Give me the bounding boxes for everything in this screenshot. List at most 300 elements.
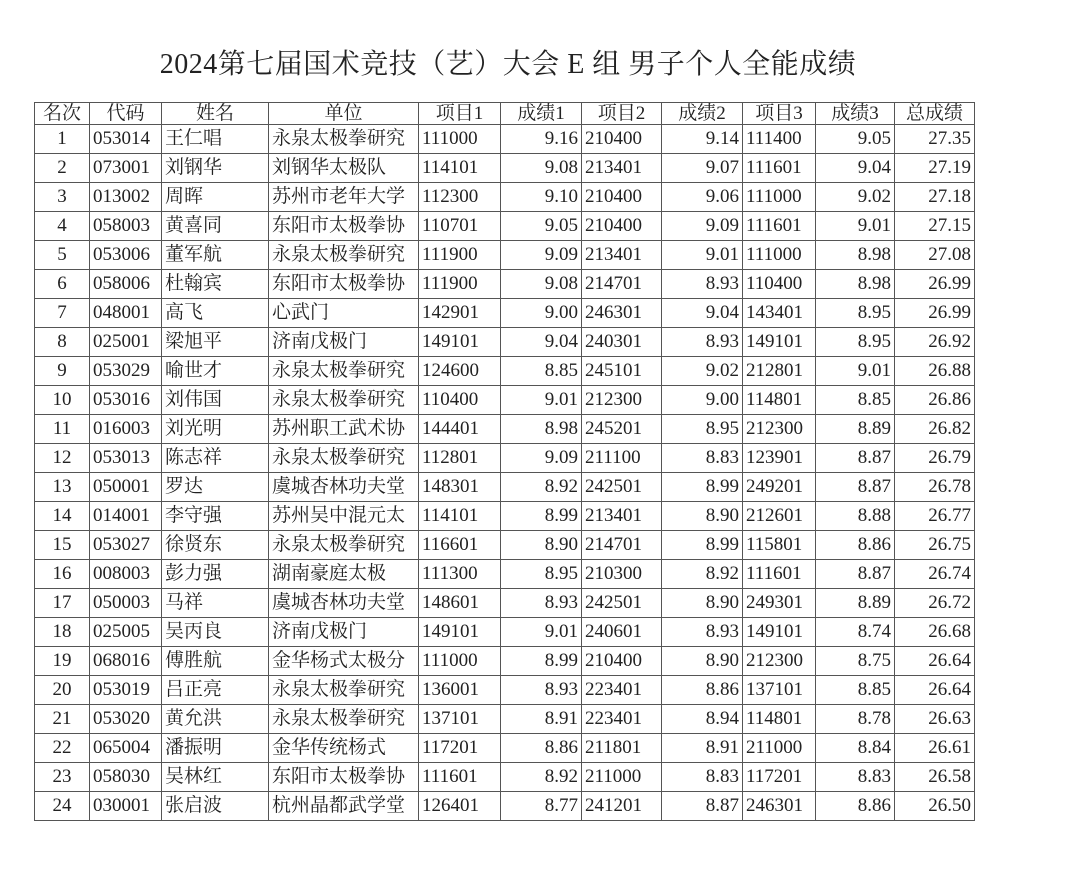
cell-unit: 湖南豪庭太极 [269, 560, 419, 589]
cell-event2: 212300 [582, 386, 662, 415]
cell-event2: 241201 [582, 792, 662, 821]
cell-rank: 13 [35, 473, 90, 502]
cell-event1: 149101 [419, 328, 501, 357]
cell-name: 董军航 [162, 241, 269, 270]
cell-event1: 136001 [419, 676, 501, 705]
cell-score2: 8.92 [662, 560, 743, 589]
cell-code: 030001 [90, 792, 162, 821]
cell-rank: 7 [35, 299, 90, 328]
cell-code: 073001 [90, 154, 162, 183]
cell-total: 26.99 [895, 270, 975, 299]
cell-score3: 8.87 [816, 473, 895, 502]
cell-rank: 16 [35, 560, 90, 589]
cell-score3: 8.95 [816, 299, 895, 328]
cell-event1: 148301 [419, 473, 501, 502]
column-header-total: 总成绩 [895, 103, 975, 125]
cell-event3: 110400 [743, 270, 816, 299]
cell-event2: 223401 [582, 705, 662, 734]
cell-event2: 242501 [582, 589, 662, 618]
cell-event3: 137101 [743, 676, 816, 705]
cell-event3: 149101 [743, 618, 816, 647]
cell-score2: 8.86 [662, 676, 743, 705]
cell-unit: 永泉太极拳研究 [269, 705, 419, 734]
table-row [35, 386, 975, 415]
cell-rank: 10 [35, 386, 90, 415]
table-row [35, 299, 975, 328]
column-header-unit: 单位 [269, 103, 419, 125]
cell-total: 26.64 [895, 676, 975, 705]
cell-rank: 1 [35, 125, 90, 154]
cell-code: 053013 [90, 444, 162, 473]
cell-score1: 9.09 [501, 444, 582, 473]
cell-score1: 9.09 [501, 241, 582, 270]
cell-score3: 8.89 [816, 589, 895, 618]
cell-event1: 110400 [419, 386, 501, 415]
cell-total: 26.86 [895, 386, 975, 415]
cell-score1: 9.05 [501, 212, 582, 241]
cell-score1: 8.77 [501, 792, 582, 821]
cell-score1: 8.91 [501, 705, 582, 734]
cell-event3: 114801 [743, 386, 816, 415]
table-row [35, 212, 975, 241]
cell-name: 陈志祥 [162, 444, 269, 473]
cell-unit: 刘钢华太极队 [269, 154, 419, 183]
cell-name: 吴丙良 [162, 618, 269, 647]
cell-code: 053020 [90, 705, 162, 734]
cell-score3: 8.87 [816, 444, 895, 473]
cell-code: 008003 [90, 560, 162, 589]
results-table [34, 102, 975, 821]
table-row [35, 705, 975, 734]
cell-score3: 8.75 [816, 647, 895, 676]
cell-score2: 9.09 [662, 212, 743, 241]
cell-unit: 永泉太极拳研究 [269, 357, 419, 386]
cell-unit: 苏州市老年大学 [269, 183, 419, 212]
cell-name: 黄喜同 [162, 212, 269, 241]
table-row [35, 589, 975, 618]
column-header-event1: 项目1 [419, 103, 501, 125]
cell-rank: 18 [35, 618, 90, 647]
cell-score3: 8.84 [816, 734, 895, 763]
cell-score3: 9.01 [816, 357, 895, 386]
cell-score1: 9.10 [501, 183, 582, 212]
table-row [35, 444, 975, 473]
column-header-event3: 项目3 [743, 103, 816, 125]
cell-event1: 124600 [419, 357, 501, 386]
cell-event1: 149101 [419, 618, 501, 647]
cell-event2: 210300 [582, 560, 662, 589]
cell-total: 26.50 [895, 792, 975, 821]
cell-event3: 117201 [743, 763, 816, 792]
cell-event2: 245101 [582, 357, 662, 386]
cell-score2: 8.94 [662, 705, 743, 734]
cell-unit: 苏州职工武术协 [269, 415, 419, 444]
cell-score1: 9.08 [501, 154, 582, 183]
cell-event2: 210400 [582, 647, 662, 676]
cell-rank: 20 [35, 676, 90, 705]
cell-event1: 148601 [419, 589, 501, 618]
cell-score1: 9.16 [501, 125, 582, 154]
cell-event1: 111000 [419, 647, 501, 676]
cell-event2: 213401 [582, 154, 662, 183]
cell-score1: 9.04 [501, 328, 582, 357]
cell-unit: 东阳市太极拳协 [269, 212, 419, 241]
cell-event3: 149101 [743, 328, 816, 357]
cell-total: 26.75 [895, 531, 975, 560]
cell-rank: 6 [35, 270, 90, 299]
cell-code: 053029 [90, 357, 162, 386]
cell-score2: 8.99 [662, 531, 743, 560]
cell-event2: 240301 [582, 328, 662, 357]
cell-unit: 金华传统杨式 [269, 734, 419, 763]
cell-score2: 8.93 [662, 270, 743, 299]
cell-unit: 永泉太极拳研究 [269, 676, 419, 705]
cell-total: 26.74 [895, 560, 975, 589]
cell-code: 053014 [90, 125, 162, 154]
cell-total: 26.92 [895, 328, 975, 357]
cell-rank: 11 [35, 415, 90, 444]
cell-name: 黄允洪 [162, 705, 269, 734]
cell-event2: 210400 [582, 212, 662, 241]
cell-score3: 9.05 [816, 125, 895, 154]
cell-event3: 123901 [743, 444, 816, 473]
cell-unit: 永泉太极拳研究 [269, 241, 419, 270]
cell-event3: 114801 [743, 705, 816, 734]
cell-rank: 19 [35, 647, 90, 676]
cell-event3: 212801 [743, 357, 816, 386]
cell-unit: 虞城杏林功夫堂 [269, 589, 419, 618]
cell-unit: 东阳市太极拳协 [269, 763, 419, 792]
cell-event2: 210400 [582, 125, 662, 154]
cell-event2: 223401 [582, 676, 662, 705]
cell-score2: 8.83 [662, 763, 743, 792]
cell-total: 26.77 [895, 502, 975, 531]
table-row [35, 183, 975, 212]
table-row [35, 531, 975, 560]
cell-event3: 111601 [743, 154, 816, 183]
table-header-row [35, 103, 975, 125]
table-row [35, 560, 975, 589]
cell-name: 刘钢华 [162, 154, 269, 183]
cell-total: 26.61 [895, 734, 975, 763]
cell-event3: 115801 [743, 531, 816, 560]
column-header-event2: 项目2 [582, 103, 662, 125]
cell-event3: 246301 [743, 792, 816, 821]
page-title: 2024第七届国术竞技（艺）大会 E 组 男子个人全能成绩 [159, 49, 857, 80]
cell-event2: 214701 [582, 270, 662, 299]
cell-event3: 212300 [743, 415, 816, 444]
cell-name: 马祥 [162, 589, 269, 618]
column-header-code: 代码 [90, 103, 162, 125]
cell-event1: 116601 [419, 531, 501, 560]
column-header-score3: 成绩3 [816, 103, 895, 125]
cell-event2: 211100 [582, 444, 662, 473]
cell-score2: 8.90 [662, 589, 743, 618]
cell-score1: 8.98 [501, 415, 582, 444]
cell-total: 26.63 [895, 705, 975, 734]
cell-score2: 9.14 [662, 125, 743, 154]
cell-event1: 112801 [419, 444, 501, 473]
cell-event3: 249301 [743, 589, 816, 618]
cell-event1: 114101 [419, 502, 501, 531]
cell-event3: 212601 [743, 502, 816, 531]
cell-score3: 8.86 [816, 531, 895, 560]
cell-code: 065004 [90, 734, 162, 763]
cell-score2: 8.87 [662, 792, 743, 821]
cell-score1: 8.93 [501, 676, 582, 705]
cell-event3: 212300 [743, 647, 816, 676]
cell-rank: 2 [35, 154, 90, 183]
cell-score1: 8.95 [501, 560, 582, 589]
cell-rank: 12 [35, 444, 90, 473]
cell-rank: 3 [35, 183, 90, 212]
cell-event3: 111601 [743, 212, 816, 241]
cell-score2: 9.04 [662, 299, 743, 328]
cell-name: 吕正亮 [162, 676, 269, 705]
cell-code: 053027 [90, 531, 162, 560]
cell-total: 26.88 [895, 357, 975, 386]
cell-total: 27.19 [895, 154, 975, 183]
cell-event1: 111300 [419, 560, 501, 589]
cell-score3: 9.01 [816, 212, 895, 241]
cell-rank: 9 [35, 357, 90, 386]
cell-event2: 245201 [582, 415, 662, 444]
column-header-score1: 成绩1 [501, 103, 582, 125]
cell-unit: 永泉太极拳研究 [269, 386, 419, 415]
cell-score2: 8.95 [662, 415, 743, 444]
cell-name: 杜翰宾 [162, 270, 269, 299]
cell-event2: 240601 [582, 618, 662, 647]
cell-score2: 8.99 [662, 473, 743, 502]
column-header-rank: 名次 [35, 103, 90, 125]
cell-score2: 8.93 [662, 328, 743, 357]
cell-code: 048001 [90, 299, 162, 328]
table-row [35, 328, 975, 357]
cell-score1: 8.86 [501, 734, 582, 763]
cell-event3: 143401 [743, 299, 816, 328]
cell-unit: 永泉太极拳研究 [269, 531, 419, 560]
cell-score1: 9.08 [501, 270, 582, 299]
cell-name: 周晖 [162, 183, 269, 212]
table-row [35, 647, 975, 676]
cell-event2: 214701 [582, 531, 662, 560]
cell-event2: 242501 [582, 473, 662, 502]
cell-event2: 246301 [582, 299, 662, 328]
cell-event1: 111900 [419, 241, 501, 270]
cell-rank: 21 [35, 705, 90, 734]
cell-score2: 8.90 [662, 647, 743, 676]
cell-score2: 9.07 [662, 154, 743, 183]
cell-score1: 8.92 [501, 763, 582, 792]
table-row [35, 270, 975, 299]
cell-score3: 9.02 [816, 183, 895, 212]
table-row [35, 676, 975, 705]
cell-score3: 8.95 [816, 328, 895, 357]
cell-name: 张启波 [162, 792, 269, 821]
table-row [35, 763, 975, 792]
cell-event1: 142901 [419, 299, 501, 328]
cell-name: 梁旭平 [162, 328, 269, 357]
cell-unit: 金华杨式太极分 [269, 647, 419, 676]
cell-unit: 济南戊极门 [269, 618, 419, 647]
cell-score2: 9.00 [662, 386, 743, 415]
cell-code: 058006 [90, 270, 162, 299]
cell-event1: 144401 [419, 415, 501, 444]
cell-total: 26.72 [895, 589, 975, 618]
cell-unit: 东阳市太极拳协 [269, 270, 419, 299]
column-header-name: 姓名 [162, 103, 269, 125]
cell-event1: 117201 [419, 734, 501, 763]
cell-score3: 8.98 [816, 241, 895, 270]
cell-rank: 8 [35, 328, 90, 357]
cell-unit: 虞城杏林功夫堂 [269, 473, 419, 502]
cell-name: 刘伟国 [162, 386, 269, 415]
cell-rank: 24 [35, 792, 90, 821]
cell-total: 27.18 [895, 183, 975, 212]
table-row [35, 125, 975, 154]
cell-event1: 137101 [419, 705, 501, 734]
cell-score1: 8.99 [501, 647, 582, 676]
cell-score1: 8.99 [501, 502, 582, 531]
cell-score2: 9.02 [662, 357, 743, 386]
cell-score2: 8.93 [662, 618, 743, 647]
cell-rank: 5 [35, 241, 90, 270]
cell-total: 26.58 [895, 763, 975, 792]
cell-score2: 9.06 [662, 183, 743, 212]
cell-score2: 8.91 [662, 734, 743, 763]
cell-unit: 心武门 [269, 299, 419, 328]
cell-score1: 8.92 [501, 473, 582, 502]
cell-name: 徐贤东 [162, 531, 269, 560]
cell-score2: 8.83 [662, 444, 743, 473]
table-row [35, 154, 975, 183]
table-row [35, 618, 975, 647]
table-row [35, 792, 975, 821]
cell-unit: 永泉太极拳研究 [269, 125, 419, 154]
cell-event3: 111000 [743, 183, 816, 212]
cell-name: 高飞 [162, 299, 269, 328]
cell-event2: 211801 [582, 734, 662, 763]
cell-code: 053006 [90, 241, 162, 270]
cell-event2: 210400 [582, 183, 662, 212]
cell-score1: 8.85 [501, 357, 582, 386]
cell-event1: 111900 [419, 270, 501, 299]
cell-code: 053016 [90, 386, 162, 415]
cell-event1: 114101 [419, 154, 501, 183]
cell-code: 050001 [90, 473, 162, 502]
cell-score3: 8.78 [816, 705, 895, 734]
cell-rank: 15 [35, 531, 90, 560]
cell-score1: 8.90 [501, 531, 582, 560]
cell-rank: 14 [35, 502, 90, 531]
cell-total: 27.35 [895, 125, 975, 154]
cell-unit: 永泉太极拳研究 [269, 444, 419, 473]
cell-score3: 8.87 [816, 560, 895, 589]
cell-score3: 8.83 [816, 763, 895, 792]
cell-total: 26.99 [895, 299, 975, 328]
cell-name: 喻世才 [162, 357, 269, 386]
cell-score1: 9.00 [501, 299, 582, 328]
cell-score3: 8.85 [816, 386, 895, 415]
cell-name: 彭力强 [162, 560, 269, 589]
cell-name: 李守强 [162, 502, 269, 531]
cell-score2: 8.90 [662, 502, 743, 531]
cell-code: 016003 [90, 415, 162, 444]
cell-event2: 213401 [582, 241, 662, 270]
table-row [35, 734, 975, 763]
cell-rank: 17 [35, 589, 90, 618]
cell-name: 潘振明 [162, 734, 269, 763]
cell-code: 014001 [90, 502, 162, 531]
table-row [35, 357, 975, 386]
cell-code: 025001 [90, 328, 162, 357]
cell-score1: 9.01 [501, 618, 582, 647]
cell-code: 068016 [90, 647, 162, 676]
cell-total: 26.68 [895, 618, 975, 647]
cell-score3: 8.85 [816, 676, 895, 705]
cell-event2: 213401 [582, 502, 662, 531]
cell-name: 刘光明 [162, 415, 269, 444]
cell-name: 王仁唱 [162, 125, 269, 154]
cell-code: 058030 [90, 763, 162, 792]
table-row [35, 502, 975, 531]
cell-rank: 22 [35, 734, 90, 763]
table-row [35, 415, 975, 444]
cell-event3: 111400 [743, 125, 816, 154]
cell-code: 053019 [90, 676, 162, 705]
table-row [35, 473, 975, 502]
cell-event3: 111601 [743, 560, 816, 589]
cell-score3: 8.98 [816, 270, 895, 299]
cell-score3: 8.89 [816, 415, 895, 444]
cell-name: 傅胜航 [162, 647, 269, 676]
cell-total: 27.08 [895, 241, 975, 270]
cell-code: 025005 [90, 618, 162, 647]
cell-score1: 9.01 [501, 386, 582, 415]
cell-event1: 111000 [419, 125, 501, 154]
cell-event1: 112300 [419, 183, 501, 212]
cell-event3: 249201 [743, 473, 816, 502]
cell-name: 罗达 [162, 473, 269, 502]
cell-total: 26.82 [895, 415, 975, 444]
cell-score3: 8.74 [816, 618, 895, 647]
cell-unit: 苏州吴中混元太 [269, 502, 419, 531]
cell-rank: 23 [35, 763, 90, 792]
cell-score2: 9.01 [662, 241, 743, 270]
cell-unit: 杭州晶都武学堂 [269, 792, 419, 821]
cell-event1: 110701 [419, 212, 501, 241]
cell-event3: 211000 [743, 734, 816, 763]
cell-code: 050003 [90, 589, 162, 618]
cell-score1: 8.93 [501, 589, 582, 618]
cell-score3: 8.88 [816, 502, 895, 531]
cell-event1: 126401 [419, 792, 501, 821]
cell-total: 26.64 [895, 647, 975, 676]
cell-name: 吴林红 [162, 763, 269, 792]
cell-code: 058003 [90, 212, 162, 241]
cell-score3: 9.04 [816, 154, 895, 183]
cell-code: 013002 [90, 183, 162, 212]
cell-total: 26.78 [895, 473, 975, 502]
cell-event1: 111601 [419, 763, 501, 792]
cell-total: 26.79 [895, 444, 975, 473]
cell-rank: 4 [35, 212, 90, 241]
cell-total: 27.15 [895, 212, 975, 241]
cell-event2: 211000 [582, 763, 662, 792]
cell-score3: 8.86 [816, 792, 895, 821]
cell-unit: 济南戊极门 [269, 328, 419, 357]
table-row [35, 241, 975, 270]
